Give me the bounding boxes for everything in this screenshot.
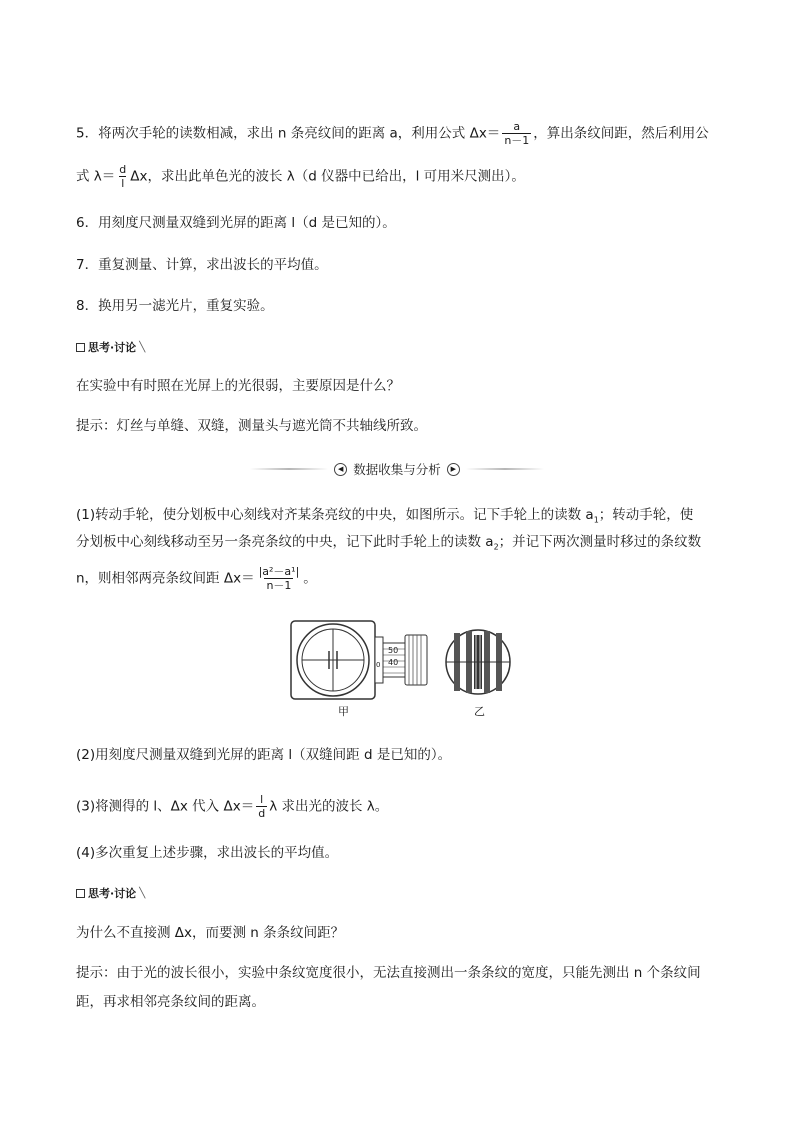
step-5-line-1 — [76, 120, 709, 147]
formula-fraction — [256, 793, 267, 820]
divider — [250, 468, 328, 470]
step-5-text-b: ，算出条纹间距，然后利用公 — [533, 125, 709, 142]
analysis-text: n，则相邻两亮条纹间距 Δx＝ — [76, 570, 255, 587]
section-title: 数据收集与分析 — [353, 462, 441, 477]
divider — [466, 468, 544, 470]
square-icon — [76, 343, 85, 352]
fraction-numerator: d — [119, 163, 127, 176]
slash-icon: ╲ — [139, 341, 146, 353]
section-heading — [250, 460, 544, 478]
discussion-hint-line-1: 提示：由于光的波长很小，实验中条纹宽度很小，无法直接测出一条条纹的宽度，只能先测出 n 个条纹间 — [76, 965, 701, 981]
analysis-p4: (4)多次重复上述步骤，求出波长的平均值。 — [76, 845, 339, 861]
discussion-hint: 提示：灯丝与单缝、双缝，测量头与遮光筒不共轴线所致。 — [76, 418, 427, 434]
fraction-denominator: l — [121, 177, 125, 190]
measuring-head-diagram — [291, 621, 427, 699]
analysis-text: (1)转动手轮，使分划板中心刻线对齐某条亮纹的中央，如图所示。记下手轮上的读数 a — [76, 507, 594, 523]
step-5-text-d: Δx，求出此单色光的波长 λ（d 仪器中已给出，l 可用米尺测出）。 — [130, 168, 525, 185]
analysis-p3 — [76, 793, 388, 820]
right-arrow-icon: ▶ — [447, 463, 460, 476]
fringe-view-diagram — [446, 630, 510, 694]
subscript: 1 — [593, 515, 599, 525]
analysis-text: ；转动手轮，使 — [598, 507, 694, 523]
fraction-numerator: l — [260, 793, 264, 806]
analysis-text: 。 — [303, 570, 317, 587]
fraction-denominator: n－1 — [266, 579, 292, 592]
analysis-text: 分划板中心刻线移动至另一条亮条纹的中央，记下此时手轮上的读数 a — [76, 534, 494, 550]
square-icon — [76, 889, 85, 898]
figure-label-b: 乙 — [474, 705, 485, 718]
formula-fraction — [502, 120, 531, 147]
analysis-p1-line-1 — [76, 505, 693, 531]
step-5-text-a: 5．将两次手轮的读数相减，求出 n 条亮纹间的距离 a，利用公式 Δx＝ — [76, 125, 501, 142]
step-6: 6．用刻度尺测量双缝到光屏的距离 l（d 是已知的）。 — [76, 215, 396, 231]
discussion-tag — [76, 339, 145, 355]
left-arrow-icon: ◀ — [334, 463, 347, 476]
step-7: 7．重复测量、计算，求出波长的平均值。 — [76, 257, 328, 273]
step-8: 8．换用另一滤光片，重复实验。 — [76, 298, 274, 314]
dial-mark-0: 0 — [376, 661, 381, 669]
analysis-p1-line-2 — [76, 532, 701, 558]
discussion-question: 为什么不直接测 Δx，而要测 n 条条纹间距？ — [76, 925, 345, 941]
discussion-tag-label: 思考·讨论 — [88, 887, 137, 900]
fraction-denominator: n－1 — [504, 134, 530, 147]
discussion-tag-label: 思考·讨论 — [88, 341, 137, 354]
analysis-text: ；并记下两次测量时移过的条纹数 — [498, 534, 702, 550]
discussion-tag — [76, 885, 145, 901]
analysis-p1-line-3 — [76, 565, 317, 592]
step-5-text-c: 式 λ＝ — [76, 168, 116, 185]
slash-icon: ╲ — [139, 887, 146, 899]
formula-fraction — [117, 163, 128, 190]
fraction-numerator: a — [513, 120, 521, 133]
fraction-denominator: d — [258, 807, 266, 820]
fraction-numerator: |a²－a¹| — [258, 565, 300, 578]
analysis-text: λ 求出光的波长 λ。 — [269, 798, 389, 815]
step-5-line-2 — [76, 163, 525, 190]
formula-fraction — [257, 565, 302, 592]
figure-label-a: 甲 — [338, 705, 349, 718]
discussion-question: 在实验中有时照在光屏上的光很弱，主要原因是什么？ — [76, 378, 400, 394]
dial-mark-40: 40 — [388, 658, 399, 667]
dial-mark-50: 50 — [388, 646, 399, 655]
subscript: 2 — [493, 542, 499, 552]
discussion-hint-line-2: 距，再求相邻亮条纹间的距离。 — [76, 994, 265, 1010]
analysis-p2: (2)用刻度尺测量双缝到光屏的距离 l（双缝间距 d 是已知的）。 — [76, 747, 452, 763]
analysis-text: (3)将测得的 l、Δx 代入 Δx＝ — [76, 798, 255, 815]
